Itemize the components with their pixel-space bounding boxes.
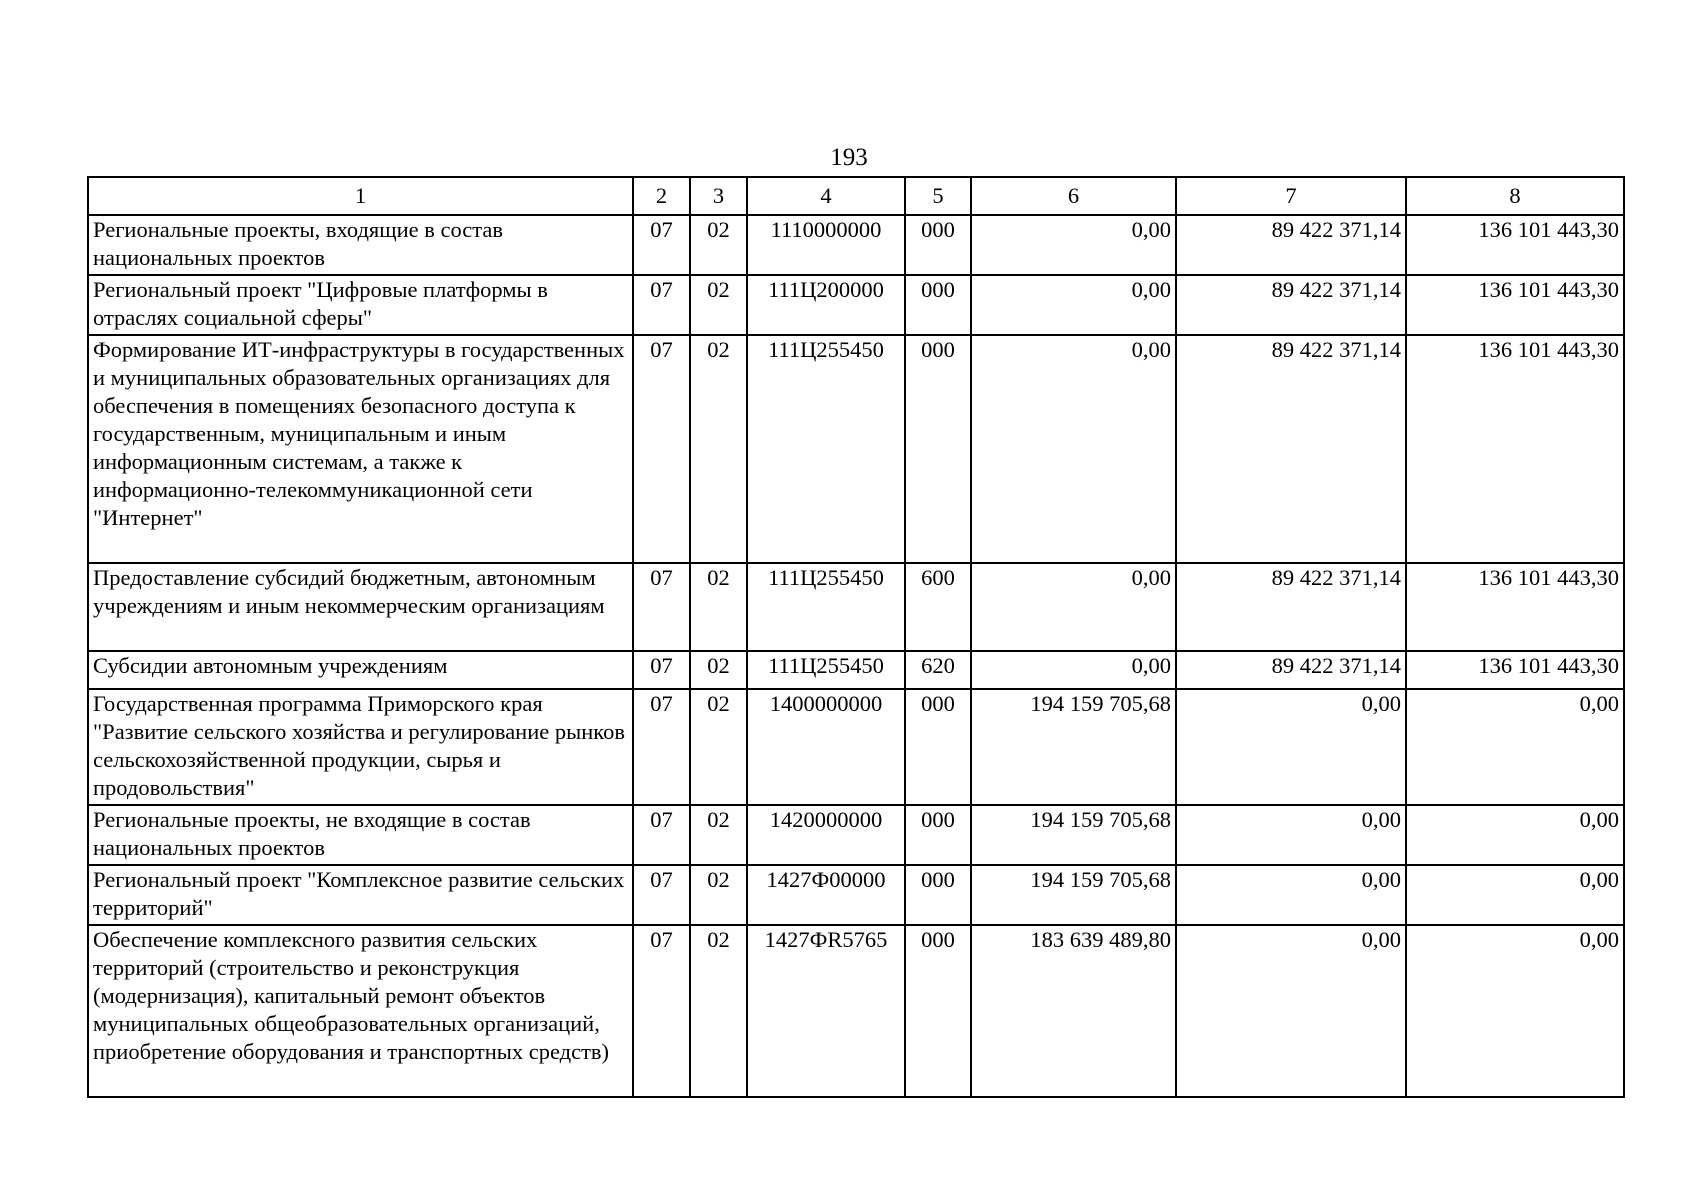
subsection-code: 02: [690, 651, 747, 689]
header-cell: 8: [1406, 177, 1624, 215]
target-article-code: 1400000000: [747, 689, 905, 805]
subsection-code: 02: [690, 215, 747, 275]
target-article-code: 111Ц255450: [747, 651, 905, 689]
section-code: 07: [633, 805, 690, 865]
section-code: 07: [633, 925, 690, 1097]
table-row: [88, 215, 1624, 275]
amount-col8: 0,00: [1406, 865, 1624, 925]
target-article-code: 1427ФR5765: [747, 925, 905, 1097]
subsection-code: 02: [690, 275, 747, 335]
amount-col8: 0,00: [1406, 805, 1624, 865]
target-article-code: 1110000000: [747, 215, 905, 275]
expense-type-code: 000: [905, 689, 971, 805]
section-code: 07: [633, 865, 690, 925]
table-row: [88, 275, 1624, 335]
row-name: Предоставление субсидий бюджетным, автономным учреждениям и иным некоммерческим организациям: [88, 563, 633, 651]
expense-type-code: 000: [905, 805, 971, 865]
table-row: [88, 925, 1624, 1097]
target-article-code: 111Ц255450: [747, 335, 905, 563]
subsection-code: 02: [690, 805, 747, 865]
row-name: Формирование ИТ-инфраструктуры в государственных и муниципальных образовательных организациях для обеспечения в помещениях безопасного доступа к государственным, муниципальным и иным информационным системам, а также к информационно-телекоммуникационной сети "Интернет": [88, 335, 633, 563]
amount-col6: 194 159 705,68: [971, 689, 1176, 805]
amount-col6: 183 639 489,80: [971, 925, 1176, 1097]
budget-table: [87, 176, 1625, 1098]
amount-col7: 89 422 371,14: [1176, 215, 1406, 275]
amount-col8: 136 101 443,30: [1406, 275, 1624, 335]
row-name: Региональный проект "Комплексное развитие сельских территорий": [88, 865, 633, 925]
header-cell: 6: [971, 177, 1176, 215]
target-article-code: 111Ц200000: [747, 275, 905, 335]
amount-col7: 89 422 371,14: [1176, 563, 1406, 651]
header-cell: 7: [1176, 177, 1406, 215]
expense-type-code: 000: [905, 215, 971, 275]
table-row: [88, 651, 1624, 689]
subsection-code: 02: [690, 925, 747, 1097]
page-number: 193: [830, 144, 868, 171]
subsection-code: 02: [690, 335, 747, 563]
row-name: Субсидии автономным учреждениям: [88, 651, 633, 689]
table-row: [88, 563, 1624, 651]
header-row: [88, 177, 1624, 215]
header-cell: 2: [633, 177, 690, 215]
amount-col8: 136 101 443,30: [1406, 651, 1624, 689]
amount-col7: 0,00: [1176, 689, 1406, 805]
subsection-code: 02: [690, 563, 747, 651]
table-row: [88, 865, 1624, 925]
target-article-code: 111Ц255450: [747, 563, 905, 651]
section-code: 07: [633, 563, 690, 651]
header-cell: 5: [905, 177, 971, 215]
amount-col8: 0,00: [1406, 689, 1624, 805]
expense-type-code: 620: [905, 651, 971, 689]
amount-col7: 89 422 371,14: [1176, 335, 1406, 563]
subsection-code: 02: [690, 689, 747, 805]
table-row: [88, 689, 1624, 805]
table-row: [88, 805, 1624, 865]
amount-col8: 136 101 443,30: [1406, 335, 1624, 563]
amount-col7: 0,00: [1176, 865, 1406, 925]
amount-col7: 89 422 371,14: [1176, 275, 1406, 335]
row-name: Региональные проекты, входящие в состав национальных проектов: [88, 215, 633, 275]
target-article-code: 1420000000: [747, 805, 905, 865]
row-name: Региональный проект "Цифровые платформы в отраслях социальной сферы": [88, 275, 633, 335]
header-cell: 3: [690, 177, 747, 215]
amount-col6: 0,00: [971, 563, 1176, 651]
table-row: [88, 335, 1624, 563]
header-cell: 1: [88, 177, 633, 215]
amount-col6: 0,00: [971, 335, 1176, 563]
expense-type-code: 600: [905, 563, 971, 651]
amount-col6: 0,00: [971, 651, 1176, 689]
amount-col7: 0,00: [1176, 805, 1406, 865]
subsection-code: 02: [690, 865, 747, 925]
target-article-code: 1427Ф00000: [747, 865, 905, 925]
amount-col7: 0,00: [1176, 925, 1406, 1097]
expense-type-code: 000: [905, 275, 971, 335]
amount-col6: 194 159 705,68: [971, 805, 1176, 865]
amount-col6: 194 159 705,68: [971, 865, 1176, 925]
amount-col8: 0,00: [1406, 925, 1624, 1097]
row-name: Государственная программа Приморского края "Развитие сельского хозяйства и регулирование рынков сельскохозяйственной продукции, сырья и продовольствия": [88, 689, 633, 805]
section-code: 07: [633, 689, 690, 805]
amount-col8: 136 101 443,30: [1406, 215, 1624, 275]
expense-type-code: 000: [905, 335, 971, 563]
section-code: 07: [633, 215, 690, 275]
amount-col6: 0,00: [971, 275, 1176, 335]
amount-col8: 136 101 443,30: [1406, 563, 1624, 651]
row-name: Региональные проекты, не входящие в состав национальных проектов: [88, 805, 633, 865]
header-cell: 4: [747, 177, 905, 215]
section-code: 07: [633, 275, 690, 335]
section-code: 07: [633, 651, 690, 689]
expense-type-code: 000: [905, 925, 971, 1097]
amount-col7: 89 422 371,14: [1176, 651, 1406, 689]
section-code: 07: [633, 335, 690, 563]
amount-col6: 0,00: [971, 215, 1176, 275]
row-name: Обеспечение комплексного развития сельских территорий (строительство и реконструкция (модернизация), капитальный ремонт объектов муниципальных общеобразовательных организаций, приобретение оборудования и транспортных средств): [88, 925, 633, 1097]
expense-type-code: 000: [905, 865, 971, 925]
